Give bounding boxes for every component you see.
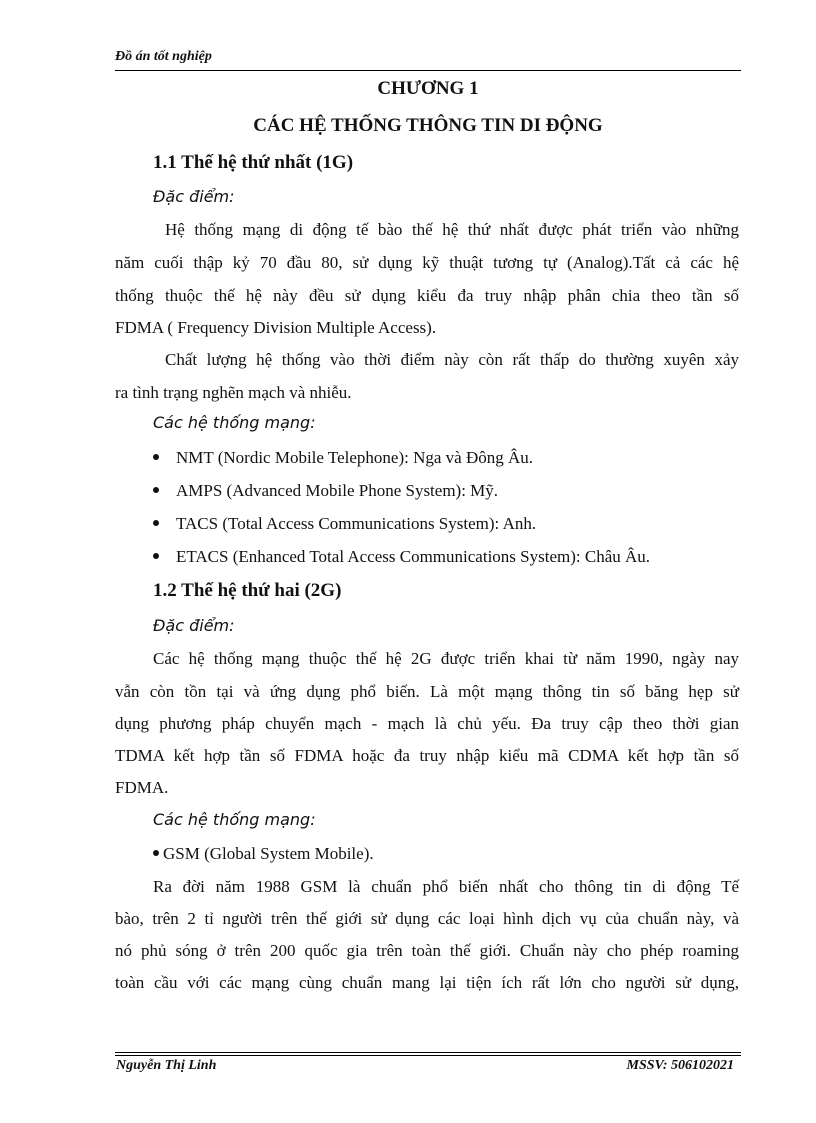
list-item-text: ETACS (Enhanced Total Access Communications System): Châu Âu. — [176, 547, 651, 566]
list-item-text: AMPS (Advanced Mobile Phone System): Mỹ. — [176, 481, 499, 500]
paragraph-line: dụng phương pháp chuyển mạch - mạch là chủ yếu. Đa truy cập theo thời gian — [115, 714, 739, 733]
list-item — [153, 843, 374, 865]
paragraph-line: FDMA ( Frequency Division Multiple Access). — [115, 318, 437, 337]
bullet-icon — [153, 850, 159, 856]
header-title: Đồ án tốt nghiệp — [115, 49, 212, 64]
list-item-text: GSM (Global System Mobile). — [163, 844, 374, 863]
paragraph-line: Các hệ thống mạng thuộc thế hệ 2G được triển khai từ năm 1990, ngày nay — [153, 649, 739, 668]
paragraph-line: năm cuối thập kỷ 70 đầu 80, sử dụng kỹ thuật tương tự (Analog).Tất cả các hệ — [115, 253, 739, 272]
list-item — [153, 480, 498, 502]
paragraph-line: Chất lượng hệ thống vào thời điểm này còn rất thấp do thường xuyên xảy — [165, 350, 739, 369]
bullet-icon — [153, 487, 159, 493]
section-1-heading: 1.1 Thế hệ thứ nhất (1G) — [153, 152, 354, 173]
paragraph-line: TDMA kết hợp tần số FDMA hoặc đa truy nhập kiểu mã CDMA kết hợp tần số — [115, 746, 739, 765]
section-1-features-label: Đặc điểm: — [153, 187, 235, 206]
bullet-icon — [153, 454, 159, 460]
page-header — [115, 48, 741, 71]
list-item — [153, 513, 536, 535]
footer-divider — [115, 1055, 741, 1056]
footer-student-id: MSSV: 506102021 — [626, 1058, 734, 1073]
chapter-title: CÁC HỆ THỐNG THÔNG TIN DI ĐỘNG — [253, 115, 603, 136]
section-1-systems-label: Các hệ thống mạng: — [153, 413, 316, 432]
paragraph-line: bào, trên 2 tỉ người trên thế giới sử dụng các loại hình dịch vụ của chuẩn này, và — [115, 909, 739, 928]
list-item — [153, 546, 650, 568]
chapter-number: CHƯƠNG 1 — [377, 78, 479, 99]
section-2-systems-label: Các hệ thống mạng: — [153, 810, 316, 829]
bullet-icon — [153, 553, 159, 559]
paragraph-line: thống thuộc thế hệ này đều sử dụng kiểu đa truy nhập phân chia theo tần số — [115, 286, 739, 305]
paragraph-line: nó phủ sóng ở trên 200 quốc gia trên toàn thế giới. Chuẩn này cho phép roaming — [115, 941, 739, 960]
paragraph-line: Ra đời năm 1988 GSM là chuẩn phổ biến nhất cho thông tin di động Tế — [153, 877, 739, 896]
bullet-icon — [153, 520, 159, 526]
section-2-features-label: Đặc điểm: — [153, 616, 235, 635]
list-item-text: NMT (Nordic Mobile Telephone): Nga và Đông Âu. — [176, 448, 533, 467]
footer-author: Nguyễn Thị Linh — [116, 1058, 217, 1073]
paragraph-line: ra tình trạng nghẽn mạch và nhiễu. — [115, 383, 352, 402]
paragraph-line: vẫn còn tồn tại và ứng dụng phổ biến. Là một mạng thông tin số băng hẹp sử — [115, 682, 739, 701]
section-2-heading: 1.2 Thế hệ thứ hai (2G) — [153, 580, 342, 601]
paragraph-line: FDMA. — [115, 778, 169, 797]
footer-divider — [115, 1052, 741, 1053]
list-item-text: TACS (Total Access Communications System): Anh. — [176, 514, 537, 533]
paragraph-line: toàn cầu với các mạng cùng chuẩn mang lại tiện ích rất lớn cho người sử dụng, — [115, 973, 739, 992]
list-item — [153, 447, 533, 469]
paragraph-line: Hệ thống mạng di động tế bào thế hệ thứ nhất được phát triển vào những — [165, 220, 739, 239]
